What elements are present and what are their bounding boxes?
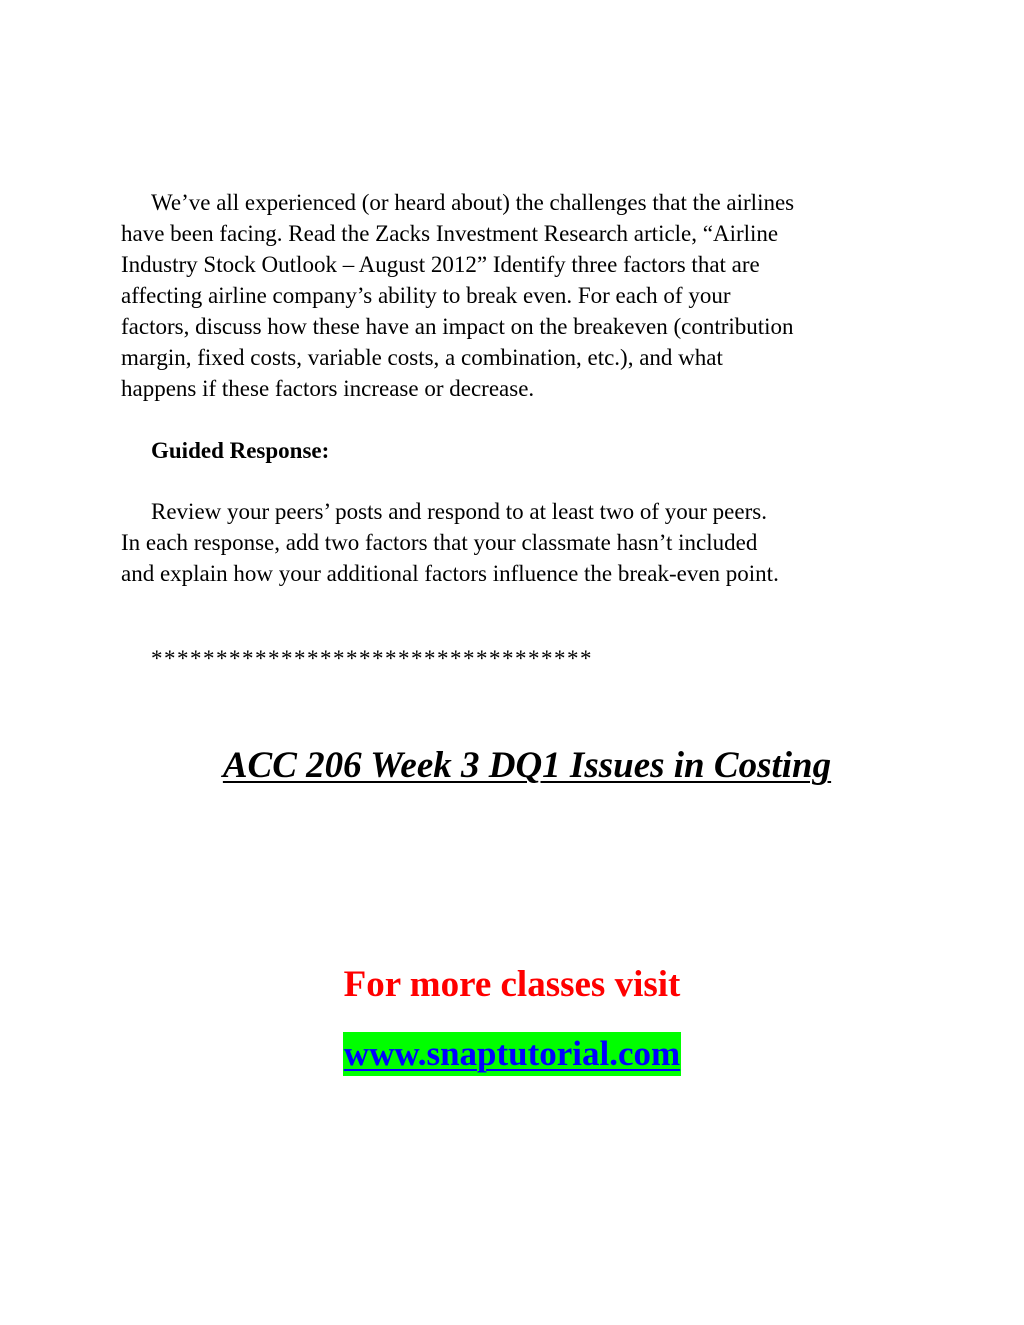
prompt-line: factors, discuss how these have an impact on the breakeven (contribution (121, 314, 794, 339)
course-title: ACC 206 Week 3 DQ1 Issues in Costing (222, 745, 832, 786)
guided-response-text (121, 496, 779, 589)
discussion-prompt (121, 187, 794, 404)
prompt-line: We’ve all experienced (or heard about) the challenges that the airlines (151, 190, 795, 215)
guided-line: In each response, add two factors that your classmate hasn’t included (121, 530, 758, 555)
guided-line: Review your peers’ posts and respond to at least two of your peers. (151, 499, 767, 524)
prompt-line: affecting airline company’s ability to break even. For each of your (121, 283, 731, 308)
prompt-line: margin, fixed costs, variable costs, a combination, etc.), and what (121, 345, 723, 370)
prompt-line: have been facing. Read the Zacks Investment Research article, “Airline (121, 221, 779, 246)
prompt-line: Industry Stock Outlook – August 2012” Identify three factors that are (121, 252, 760, 277)
guided-response-heading: Guided Response: (151, 438, 330, 463)
guided-line: and explain how your additional factors influence the break-even point. (121, 561, 779, 586)
prompt-line: happens if these factors increase or decrease. (121, 376, 535, 401)
promo-link-container (0, 1032, 1024, 1076)
asterisk-separator: ********************************** (151, 646, 593, 671)
promo-text: For more classes visit (343, 964, 681, 1005)
snaptutorial-link[interactable]: www.snaptutorial.com (343, 1032, 681, 1076)
